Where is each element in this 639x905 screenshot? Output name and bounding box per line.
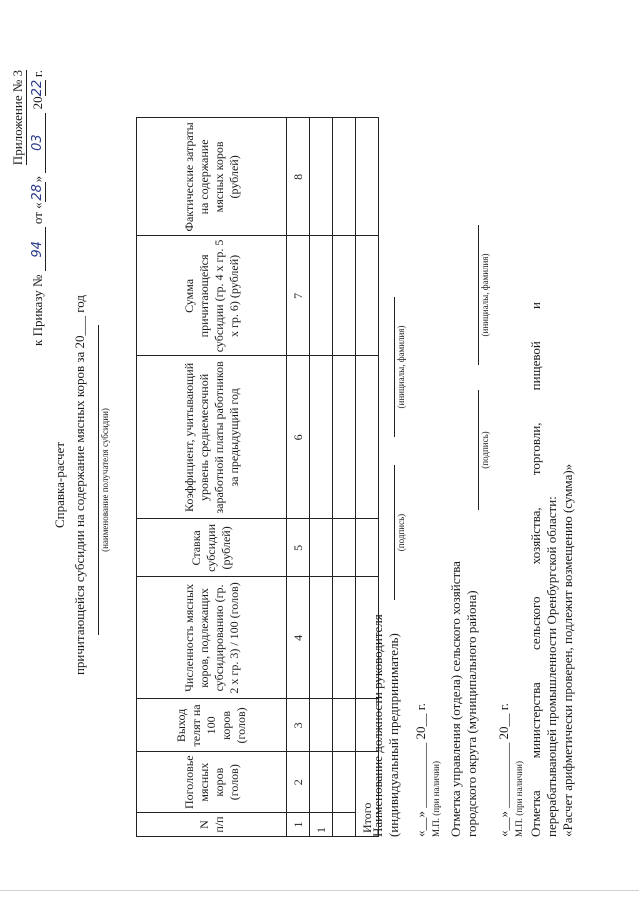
- row-label: 1: [310, 813, 333, 837]
- table-cell: [310, 236, 333, 356]
- initials-line: [394, 297, 395, 437]
- appendix-number: [10, 70, 27, 295]
- seal-caption: М.П. (при наличии): [431, 761, 441, 837]
- head-position-line1: Наименование должности руководителя: [370, 614, 385, 837]
- table-cell: [333, 236, 356, 356]
- column-number: 8: [287, 118, 310, 236]
- header-cell: N п/п: [137, 813, 287, 837]
- rotated-document: [8, 65, 575, 905]
- order-year-suffix: г.: [30, 70, 45, 78]
- admin-mark-line2: городского округа (муниципального района): [464, 590, 479, 837]
- admin-signature-line: [478, 390, 479, 510]
- order-prefix: к Приказу №: [30, 274, 45, 346]
- table-cell: [333, 577, 356, 699]
- admin-seal-caption: М.П. (при наличии): [514, 761, 524, 837]
- header-cell: Коэффициент, учитывающий уровень среднемесячной заработной платы работников за предыдущий год: [137, 356, 287, 519]
- head-position-line2: (индивидуальный предприниматель): [386, 633, 401, 837]
- table-cell: [356, 356, 379, 519]
- ministry-mark-line1: Отметка министерства сельского хозяйства, торговли, пищевой и: [528, 302, 543, 837]
- table-row: [310, 118, 333, 837]
- date-line: «__» __________ 20__ г.: [413, 703, 428, 837]
- table-cell: [333, 356, 356, 519]
- table-cell: [310, 577, 333, 699]
- ministry-mark-line2: перерабатывающей промышленности Оренбургской области:: [544, 496, 559, 837]
- row-label: [333, 813, 356, 837]
- recipient-line: [98, 325, 99, 635]
- initials-caption: (инициалы, фамилия): [396, 325, 406, 409]
- header-cell: Ставка субсидии (рублей): [137, 519, 287, 577]
- header-cell: Численность мясных коров, подлежащих субсидированию (гр. 2 x гр. 3) / 100 (голов): [137, 577, 287, 699]
- table-cell: [356, 519, 379, 577]
- order-date-close: »: [30, 175, 45, 183]
- column-number: 1: [287, 813, 310, 837]
- header-cell: Сумма причитающейся субсидии (гр. 4 x гр. 5 x гр. 6) (рублей): [137, 236, 287, 356]
- order-month: 03: [30, 113, 46, 173]
- table-cell: [333, 519, 356, 577]
- table-cell: [310, 356, 333, 519]
- order-day: 28: [30, 184, 45, 201]
- subsidy-table: [136, 117, 379, 837]
- table-row: [333, 118, 356, 837]
- admin-initials-line: [478, 225, 479, 365]
- total-label: Итого: [356, 752, 379, 837]
- order-year-prefix: 20: [30, 96, 45, 110]
- order-reference: [30, 70, 46, 435]
- header-cell: Выход телят на 100 коров (голов): [137, 699, 287, 752]
- admin-signature-caption: (подпись): [480, 431, 490, 469]
- column-number: 2: [287, 752, 310, 813]
- table-cell: [310, 752, 333, 813]
- table-cell: [356, 236, 379, 356]
- document-title: Справка-расчет: [52, 441, 67, 529]
- table-cell: [333, 118, 356, 236]
- appendix-title: Приложение № 3: [10, 70, 25, 166]
- table-cell: [333, 752, 356, 813]
- table-cell: [310, 699, 333, 752]
- signature-line: [394, 465, 395, 600]
- recipient-caption: (наименование получателя субсидии): [100, 408, 110, 552]
- column-number: 7: [287, 236, 310, 356]
- admin-mark-line1: Отметка управления (отдела) сельского хозяйства: [448, 561, 463, 837]
- column-number: 6: [287, 356, 310, 519]
- header-cell: Фактические затраты на содержание мясных коров (рублей): [137, 118, 287, 236]
- column-number-row: [287, 118, 310, 837]
- order-year: 22: [30, 79, 45, 97]
- order-number: 94: [30, 227, 46, 271]
- column-number: 3: [287, 699, 310, 752]
- admin-date-line: «__» __________ 20__ г.: [496, 703, 511, 837]
- table-cell: [310, 519, 333, 577]
- table-cell: [310, 118, 333, 236]
- table-cell: [356, 118, 379, 236]
- order-date-open: от «: [30, 202, 45, 225]
- signature-caption: (подпись): [396, 513, 406, 552]
- header-row: [137, 118, 287, 837]
- column-number: 5: [287, 519, 310, 577]
- table-cell: [333, 699, 356, 752]
- header-cell: Поголовье мясных коров (голов): [137, 752, 287, 813]
- ministry-mark-line3: «Расчет арифметически проверен, подлежит возмещению (сумма)»: [560, 463, 575, 837]
- document-subtitle: причитающейся субсидии на содержание мясных коров за 20___ год: [72, 294, 87, 676]
- admin-initials-caption: (инициалы, фамилия): [480, 253, 490, 337]
- column-number: 4: [287, 577, 310, 699]
